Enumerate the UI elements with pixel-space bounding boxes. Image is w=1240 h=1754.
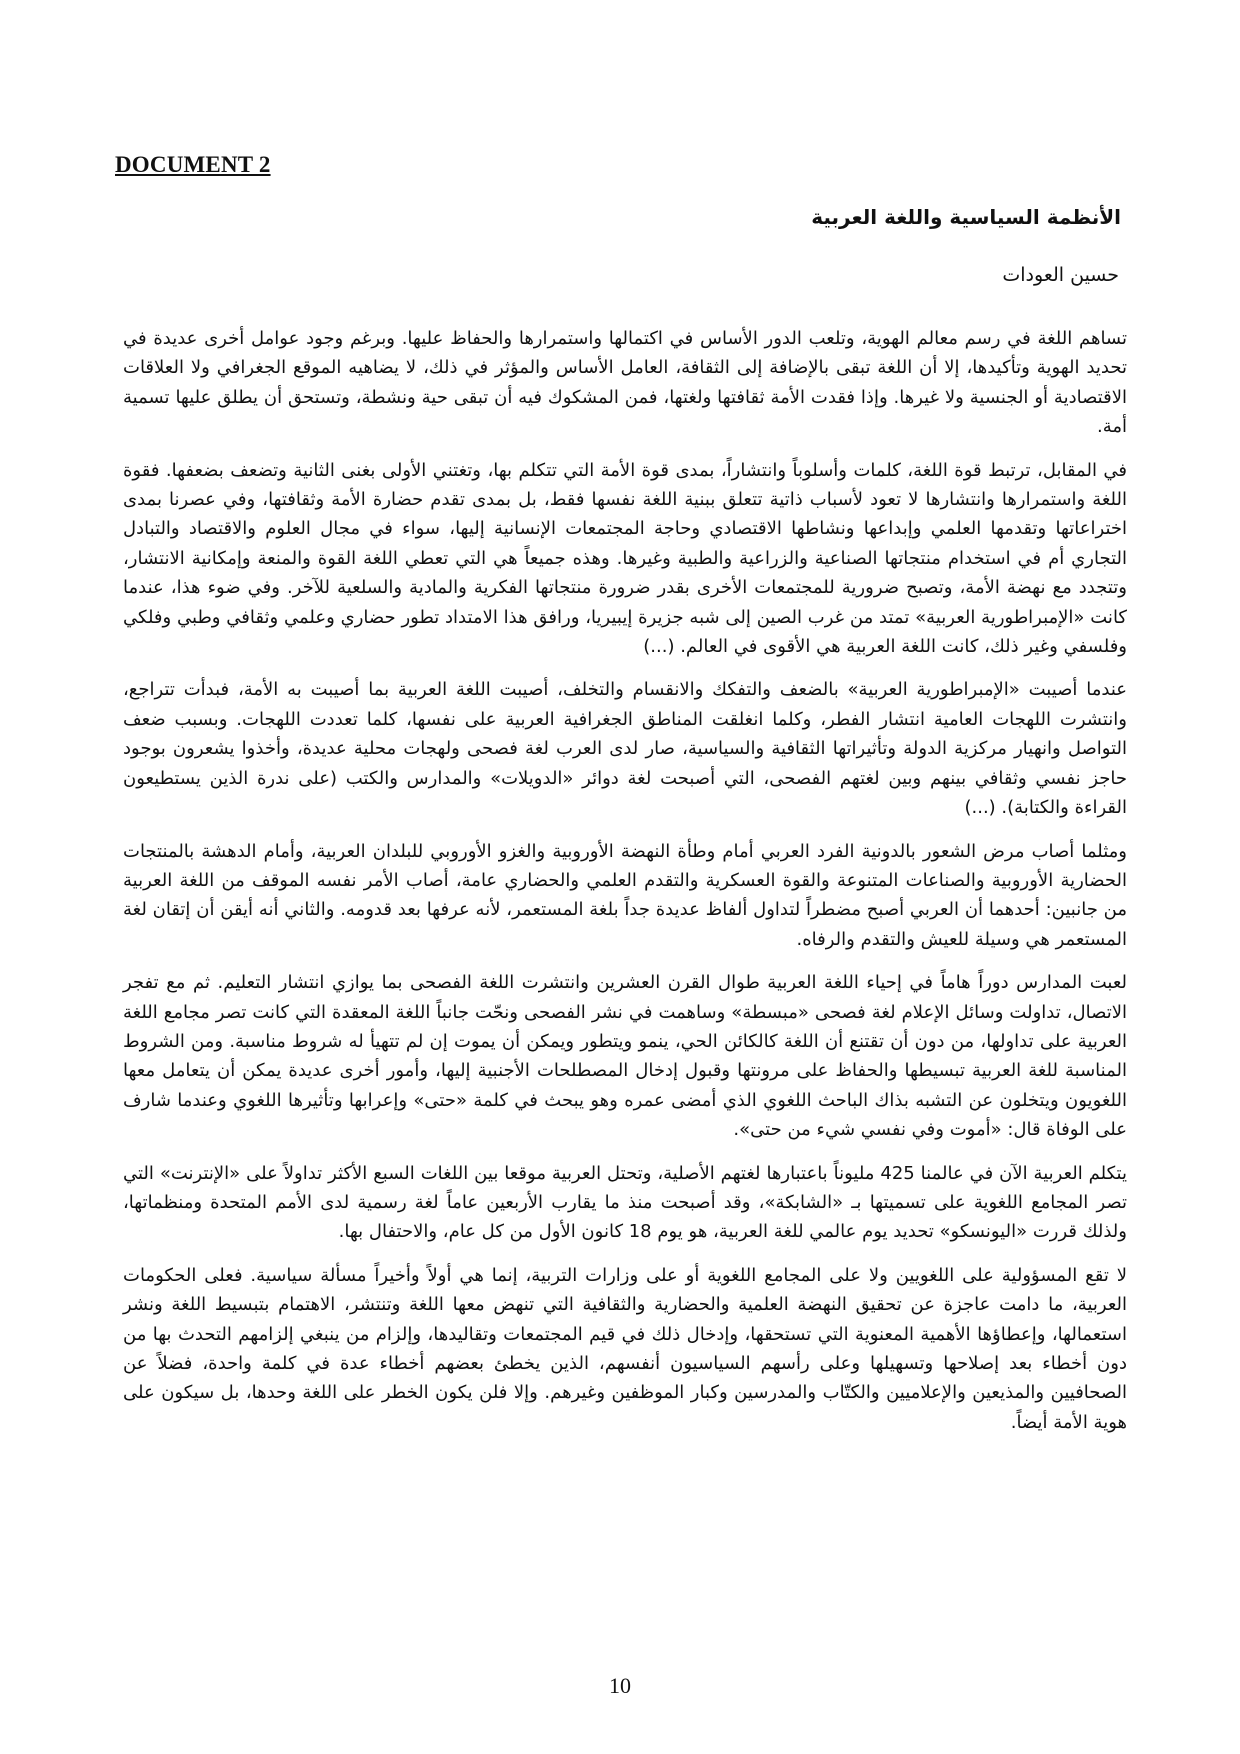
document-label: DOCUMENT 2: [115, 152, 271, 177]
paragraph-decline: عندما أصيبت «الإمبراطورية العربية» بالضعف والتفكك والانقسام والتخلف، أصيبت اللغة العربية بما أصيبت به الأمة، فبدأت تتراجع، وانتشرت اللهجات العامية انتشار الفطر، وكلما انغلقت المناطق الجغرافية العربية على نفسها، كلما تعددت اللهجات. وبسبب ضعف التواصل وانهيار مركزية الدولة وتأثيراتها الثقافية والسياسية، صار لدى العرب لغة فصحى ولهجات محلية عديدة، وأخذوا يشعرون بوجود حاجز نفسي وثقافي بينهم وبين لغتهم الفصحى، التي أصبحت لغة دوائر «الدويلات» والمدارس والكتب (على ندرة الذين يستطيعون القراءة والكتابة). (...): [123, 679, 1127, 819]
article-body: [123, 324, 1127, 1451]
paragraph-identity: تساهم اللغة في رسم معالم الهوية، وتلعب الدور الأساس في اكتمالها واستمرارها والحفاظ عليها. وبرغم وجود عوامل أخرى عديدة في تحديد الهوية وتأكيدها، إلا أن اللغة تبقى بالإضافة إلى الثقافة، العامل الأساس والمؤثر في ذلك، لا يضاهيه الموقع الجغرافي ولا العلاقات الاقتصادية أو الجنسية ولا غيرها. وإذا فقدت الأمة ثقافتها ولغتها، فمن المشكوك فيه أن تبقى حية ونشطة، وتستحق أن يطلق عليها تسمية أمة.: [123, 328, 1127, 438]
paragraph-language-strength: في المقابل، ترتبط قوة اللغة، كلمات وأسلوباً وانتشاراً، بمدى قوة الأمة التي تتكلم بها، وتغتني الأولى بغنى الثانية وتضعف بضعفها. فقوة اللغة واستمرارها وانتشارها لا تعود لأسباب ذاتية تتعلق ببنية اللغة نفسها فقط، بل بمدى تقدم حضارة الأمة وثقافتها، وفي عصرنا بمدى اختراعاتها وتقدمها العلمي وإبداعها ونشاطها الاقتصادي وحاجة المجتمعات الإنسانية إليها، سواء في مجال العلوم والاقتصاد والتبادل التجاري أم في استخدام منتجاتها الصناعية والزراعية والطبية وغيرها. وهذه جميعاً هي التي تعطي اللغة القوة والمنعة وإمكانية الانتشار، وتتجدد مع نهضة الأمة، وتصبح ضرورية للمجتمعات الأخرى بقدر ضرورة منتجاتها الفكرية والمادية والسلعية للآخر. وفي ضوء هذا، عندما كانت «الإمبراطورية العربية» تمتد من غرب الصين إلى شبه جزيرة إيبيريا، ورافق هذا الامتداد تطور حضاري وعلمي وثقافي وطبي وفلكي وفلسفي وغير ذلك، كانت اللغة العربية هي الأقوى في العالم. (...): [123, 459, 1127, 658]
page-number: 10: [609, 1673, 631, 1698]
paragraph-speakers-today: يتكلم العربية الآن في عالمنا 425 مليوناً باعتبارها لغتهم الأصلية، وتحتل العربية موقعا بين اللغات السبع الأكثر تداولاً على «الإنترنت» التي تصر المجامع اللغوية على تسميتها بـ «الشابكة»، وقد أصبحت منذ ما يقارب الأربعين عاماً لغة رسمية لدى الأمم المتحدة ومنظماتها، ولذلك قررت «اليونسكو» تحديد يوم عالمي للغة العربية، هو يوم 18 كانون الأول من كل عام، والاحتفال بها.: [123, 1162, 1127, 1243]
article-author: حسين العودات: [1002, 264, 1119, 286]
article-title: الأنظمة السياسية واللغة العربية: [811, 205, 1121, 229]
paragraph-political-responsibility: لا تقع المسؤولية على اللغويين ولا على المجامع اللغوية أو على وزارات التربية، إنما هي أولاً وأخيراً مسألة سياسية. فعلى الحكومات العربية، ما دامت عاجزة عن تحقيق النهضة العلمية والحضارية والثقافية التي تنهض معها اللغة وتنتشر، الاهتمام بتبسيط اللغة ونشر استعمالها، وإعطاؤها الأهمية المعنوية التي تستحقها، وإدخال ذلك في قيم المجتمعات وتقاليدها، وإلزام من ينبغي إلزامهم التحدث بها من دون أخطاء بعد إصلاحها وتسهيلها وعلى رأسهم السياسيون أنفسهم، الذين يخطئ بعضهم أخطاء عدة في كلمة واحدة، فضلاً عن الصحافيين والمذيعين والإعلاميين والكتّاب والمدرسين وكبار الموظفين وغيرهم. وإلا فلن يكون الخطر على اللغة وحدها، بل سيكون على هوية الأمة أيضاً.: [123, 1264, 1127, 1433]
paragraph-colonial-influence: ومثلما أصاب مرض الشعور بالدونية الفرد العربي أمام وطأة النهضة الأوروبية والغزو الأوروبي للبلدان العربية، وأمام الدهشة بالمنتجات الحضارية الأوروبية والصناعات المتنوعة والقوة العسكرية والتقدم العلمي والحضاري عامة، أصاب الأمر نفسه الموقف من اللغة العربية من جانبين: أحدهما أن العربي أصبح مضطراً لتداول ألفاظ عديدة جداً بلغة المستعمر، لأنه عرفها بعد قدومه. والثاني أنه أيقن أن إتقان لغة المستعمر هي وسيلة للعيش والتقدم والرفاه.: [123, 840, 1127, 950]
paragraph-schools-media: لعبت المدارس دوراً هاماً في إحياء اللغة العربية طوال القرن العشرين وانتشرت اللغة الفصحى بما يوازي انتشار التعليم. ثم مع تفجر الاتصال، تداولت وسائل الإعلام لغة فصحى «مبسطة» وساهمت في نشر الفصحى ونحّت جانباً اللغة المعقدة التي كانت تصر مجامع اللغة العربية على تداولها، من دون أن تقتنع أن اللغة كالكائن الحي، ينمو ويتطور ويمكن أن يموت إن لم تتهيأ له شروط مناسبة. ومن الشروط المناسبة للغة العربية تبسيطها والحفاظ على مرونتها وقبول إدخال المصطلحات الأجنبية إليها، وأمور أخرى عديدة يمكن أن يتعامل معها اللغويون ويتخلون عن التشبه بذاك الباحث اللغوي الذي أمضى عمره وهو يبحث في كلمة «حتى» وإعرابها وتأثيرها اللغوي وعندما شارف على الوفاة قال: «أموت وفي نفسي شيء من حتى».: [123, 972, 1127, 1141]
